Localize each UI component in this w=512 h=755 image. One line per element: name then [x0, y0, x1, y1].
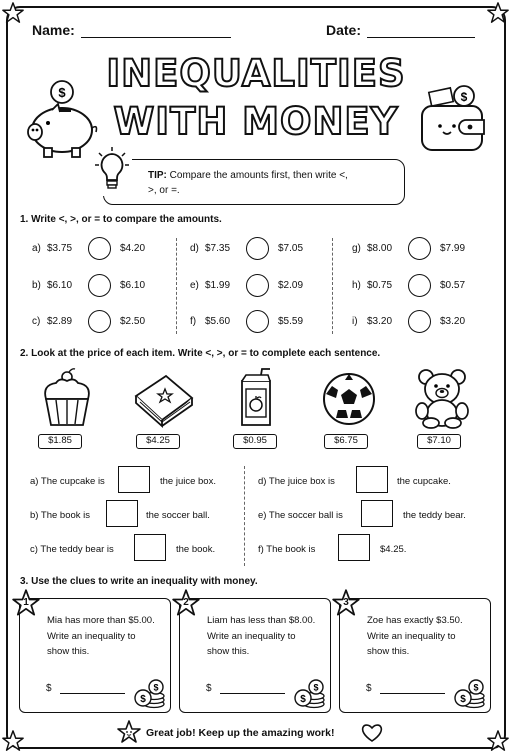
- left-amount: $6.10: [47, 280, 73, 291]
- column-divider: [332, 238, 333, 334]
- page-title-line2: WITH MONEY: [113, 100, 399, 143]
- left-amount: $0.75: [367, 280, 393, 291]
- clue-line: Write an inequality to: [367, 630, 456, 642]
- answer-box[interactable]: [356, 466, 388, 493]
- right-amount: $5.59: [278, 316, 304, 327]
- clue-text: [367, 613, 489, 660]
- star-icon: [487, 2, 509, 24]
- clue-line: Mia has more than $5.00.: [47, 615, 155, 626]
- right-amount: $2.50: [120, 316, 146, 327]
- heart-icon: [361, 723, 383, 743]
- left-amount: $5.60: [205, 316, 231, 327]
- tip-label: TIP:: [148, 170, 167, 181]
- teddy-bear-icon: [413, 367, 471, 429]
- coin-stack-icon: [132, 679, 168, 714]
- svg-text:$: $: [153, 682, 159, 693]
- sentence-end: the teddy bear.: [403, 510, 466, 521]
- star-icon: [2, 730, 24, 752]
- sentence-end: the cupcake.: [397, 476, 451, 487]
- left-amount: $3.75: [47, 243, 73, 254]
- answer-circle[interactable]: [246, 274, 269, 297]
- sentence-end: the juice box.: [160, 476, 216, 487]
- book-icon: [132, 372, 196, 428]
- card-number: 1: [23, 597, 29, 608]
- sentence-start: b) The book is: [30, 510, 91, 521]
- right-amount: $6.10: [120, 280, 146, 291]
- star-icon: [2, 2, 24, 24]
- clue-line: show this.: [367, 646, 410, 657]
- price-tag: $1.85: [38, 434, 82, 449]
- answer-box[interactable]: [361, 500, 393, 527]
- page-title-line1: INEQUALITIES: [106, 52, 406, 95]
- dollar-sign: $: [206, 683, 212, 694]
- card-number: 3: [343, 597, 349, 608]
- sentence-start: f) The book is: [258, 544, 316, 555]
- left-amount: $8.00: [367, 243, 393, 254]
- problem-label: e): [190, 280, 199, 291]
- svg-text:$: $: [313, 682, 319, 693]
- price-tag: $4.25: [136, 434, 180, 449]
- answer-circle[interactable]: [408, 237, 431, 260]
- date-line[interactable]: [367, 25, 475, 38]
- answer-box[interactable]: [134, 534, 166, 561]
- svg-text:$: $: [58, 85, 66, 100]
- price-tag: $7.10: [417, 434, 461, 449]
- answer-line[interactable]: [380, 693, 445, 694]
- tip-box: [103, 159, 405, 205]
- problem-label: c): [32, 316, 41, 327]
- right-amount: $0.57: [440, 280, 466, 291]
- sentence-start: c) The teddy bear is: [30, 544, 114, 555]
- answer-box[interactable]: [106, 500, 138, 527]
- problem-label: g): [352, 243, 361, 254]
- date-label: Date:: [326, 22, 362, 38]
- sentence-start: e) The soccer ball is: [258, 510, 343, 521]
- sentence-end: the book.: [176, 544, 216, 555]
- clue-card: [19, 598, 171, 713]
- right-amount: $7.99: [440, 243, 466, 254]
- juice-box-icon: [236, 367, 276, 429]
- problem-label: f): [190, 316, 197, 327]
- svg-text:$: $: [460, 90, 468, 104]
- answer-circle[interactable]: [88, 237, 111, 260]
- star-icon: [487, 730, 509, 752]
- answer-circle[interactable]: [408, 274, 431, 297]
- soccer-ball-icon: [322, 372, 376, 426]
- right-amount: $2.09: [278, 280, 304, 291]
- answer-line[interactable]: [220, 693, 285, 694]
- right-amount: $7.05: [278, 243, 304, 254]
- answer-line[interactable]: [60, 693, 125, 694]
- svg-text:$: $: [300, 694, 306, 705]
- left-amount: $7.35: [205, 243, 231, 254]
- sentence-start: d) The juice box is: [258, 476, 335, 487]
- card-number-star: [332, 589, 360, 617]
- card-number-star: [172, 589, 200, 617]
- dollar-sign: $: [366, 683, 372, 694]
- footer-message: Great job! Keep up the amazing work!: [146, 727, 335, 739]
- left-amount: $2.89: [47, 316, 73, 327]
- section2-heading: 2. Look at the price of each item. Write <, >, or = to complete each sentence.: [20, 348, 381, 359]
- problem-label: d): [190, 243, 199, 254]
- coin-stack-icon: [452, 679, 488, 714]
- answer-circle[interactable]: [408, 310, 431, 333]
- sentence-end: $4.25.: [380, 544, 407, 555]
- svg-text:$: $: [460, 694, 466, 705]
- clue-line: Zoe has exactly $3.50.: [367, 615, 463, 626]
- problem-label: a): [32, 243, 41, 254]
- problem-label: i): [352, 316, 358, 327]
- svg-text:$: $: [140, 694, 146, 705]
- clue-line: show this.: [207, 646, 250, 657]
- cupcake-icon: [40, 367, 94, 429]
- tip-line1: [148, 168, 394, 183]
- svg-text:$: $: [473, 682, 479, 693]
- tip-text: Compare the amounts first, then write <,: [169, 170, 348, 181]
- name-line[interactable]: [81, 25, 231, 38]
- name-field[interactable]: [32, 22, 231, 38]
- lightbulb-icon: [92, 146, 132, 196]
- section3-heading: 3. Use the clues to write an inequality with money.: [20, 576, 258, 587]
- answer-circle[interactable]: [88, 274, 111, 297]
- answer-circle[interactable]: [88, 310, 111, 333]
- card-number-star: [12, 589, 40, 617]
- clue-card: [339, 598, 491, 713]
- name-label: Name:: [32, 22, 75, 38]
- date-field[interactable]: [326, 22, 475, 38]
- coin-stack-icon: [292, 679, 328, 714]
- piggy-bank-icon: [22, 78, 102, 160]
- answer-circle[interactable]: [246, 310, 269, 333]
- wallet-icon: [418, 82, 492, 156]
- column-divider: [176, 238, 177, 334]
- column-divider: [244, 466, 245, 566]
- answer-circle[interactable]: [246, 237, 269, 260]
- price-tag: $0.95: [233, 434, 277, 449]
- clue-text: [207, 613, 329, 660]
- price-tag: $6.75: [324, 434, 368, 449]
- right-amount: $3.20: [440, 316, 466, 327]
- problem-label: h): [352, 280, 361, 291]
- sentence-end: the soccer ball.: [146, 510, 210, 521]
- dollar-sign: $: [46, 683, 52, 694]
- smiling-star-icon: [117, 720, 141, 744]
- clue-line: show this.: [47, 646, 90, 657]
- tip-text-line2: >, or =.: [148, 185, 180, 196]
- left-amount: $1.99: [205, 280, 231, 291]
- clue-line: Write an inequality to: [47, 630, 136, 642]
- section1-heading: 1. Write <, >, or = to compare the amounts.: [20, 214, 222, 225]
- problem-label: b): [32, 280, 41, 291]
- clue-line: Write an inequality to: [207, 630, 296, 642]
- sentence-start: a) The cupcake is: [30, 476, 105, 487]
- clue-line: Liam has less than $8.00.: [207, 615, 316, 626]
- answer-box[interactable]: [338, 534, 370, 561]
- right-amount: $4.20: [120, 243, 146, 254]
- answer-box[interactable]: [118, 466, 150, 493]
- card-number: 2: [183, 597, 189, 608]
- clue-text: [47, 613, 169, 660]
- clue-card: [179, 598, 331, 713]
- left-amount: $3.20: [367, 316, 393, 327]
